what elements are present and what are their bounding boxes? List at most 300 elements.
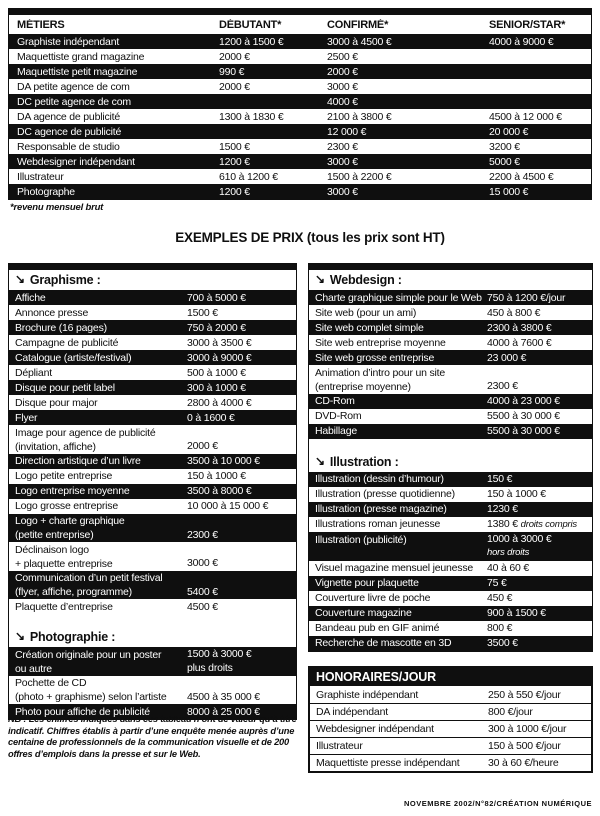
honoraires-price: 800 €/jour (488, 706, 533, 718)
item-price: 4500 € (187, 600, 218, 613)
price-row-value (187, 306, 292, 321)
column-header-confirme: CONFIRMÉ* (327, 18, 389, 31)
salary-table-row (9, 169, 591, 184)
item-label: Illustration (publicité) (315, 533, 407, 546)
item-price: 4500 à 35 000 € (187, 690, 260, 703)
item-label: Dépliant (15, 366, 52, 379)
senior-value: 4000 à 9000 € (489, 35, 554, 48)
price-row (9, 305, 296, 320)
item-price: 2800 à 4000 € (187, 396, 252, 409)
price-row-value (487, 636, 588, 651)
price-row-value (187, 366, 292, 381)
price-row-label (15, 410, 187, 425)
price-row-label (15, 365, 187, 380)
price-row (9, 335, 296, 350)
price-row-label (315, 502, 487, 517)
price-row-value (187, 499, 292, 514)
senior-value: 15 000 € (489, 185, 529, 198)
debutant-value: 1200 € (219, 185, 250, 198)
price-row-label (315, 532, 487, 547)
confirme-value: 3000 à 4500 € (327, 35, 392, 48)
price-row (9, 380, 296, 395)
page-footer: NOVEMBRE 2002/N°82/CRÉATION NUMÉRIQUE (403, 799, 592, 808)
item-price: 450 € (487, 592, 513, 604)
debutant-value: 990 € (219, 65, 245, 78)
item-price: 150 à 1000 € (487, 488, 546, 500)
price-row-label (15, 647, 187, 676)
salary-table-row (9, 109, 591, 124)
item-label: Affiche (15, 291, 46, 304)
item-label: Pochette de CD (15, 677, 87, 689)
price-row (309, 472, 592, 487)
honoraires-title: HONORAIRES/JOUR (310, 668, 591, 686)
confirme-value: 3000 € (327, 80, 358, 93)
senior-value: 4500 à 12 000 € (489, 110, 562, 123)
item-price: 500 à 1000 € (187, 366, 246, 379)
item-price-line2: hors droits (487, 547, 530, 558)
item-price: 750 à 1200 €/jour (487, 291, 566, 304)
item-label: Couverture magazine (315, 607, 412, 619)
price-row-label (15, 305, 187, 320)
section-header-photographie (9, 627, 296, 647)
item-label: Illustration (presse quotidienne) (315, 488, 455, 500)
item-price: 3000 à 9000 € (187, 351, 252, 364)
debutant-value: 1500 € (219, 140, 250, 153)
item-price: 3500 à 8000 € (187, 485, 252, 497)
price-row-value (487, 621, 588, 636)
price-panel-right (308, 263, 593, 652)
price-row-label (315, 335, 487, 350)
price-row (9, 454, 296, 469)
metier-label: Photographe (17, 185, 75, 198)
price-row-value (487, 424, 588, 439)
price-row (9, 365, 296, 380)
price-row-label (315, 424, 487, 439)
item-price: 300 à 1000 € (187, 381, 246, 394)
price-row (309, 636, 592, 651)
item-label: Vignette pour plaquette (315, 577, 419, 589)
item-label: Flyer (15, 411, 38, 424)
honoraires-label: Illustrateur (316, 740, 363, 752)
honoraires-price: 250 à 550 €/jour (488, 688, 561, 701)
column-header-debutant: DÉBUTANT* (219, 18, 282, 31)
price-row-label (15, 320, 187, 335)
item-price: 3000 € (187, 557, 218, 569)
price-row-label (315, 290, 487, 305)
price-row (9, 290, 296, 305)
item-label: Illustration (presse magazine) (315, 503, 447, 515)
item-price-note: droits compris (520, 518, 577, 530)
price-row-value (187, 396, 292, 411)
price-row-value (487, 517, 588, 533)
column-header-metiers: MÉTIERS (17, 18, 65, 31)
price-row-value (487, 606, 588, 621)
item-label: Photo pour affiche de publicité (15, 705, 150, 718)
item-label: Logo petite entreprise (15, 470, 113, 482)
metier-label: Responsable de studio (17, 140, 120, 153)
salary-table-row (9, 79, 591, 94)
honoraires-label: Maquettiste presse indépendant (316, 757, 460, 769)
price-row-label (315, 320, 487, 335)
item-label: Plaquette d’entreprise (15, 600, 113, 613)
price-row (9, 599, 296, 614)
item-label-line2: (petite entreprise) (15, 529, 94, 541)
price-row (309, 365, 592, 394)
debutant-value: 610 à 1200 € (219, 170, 278, 183)
item-label: Habillage (315, 425, 357, 437)
section-title: Photographie : (29, 630, 116, 644)
confirme-value: 3000 € (327, 155, 358, 168)
debutant-value: 2000 € (219, 80, 250, 93)
price-row (9, 469, 296, 484)
price-row-label (315, 350, 487, 365)
photographie-list (9, 647, 296, 719)
confirme-value: 1500 à 2200 € (327, 170, 392, 183)
item-label: Bandeau pub en GIF animé (315, 622, 440, 634)
graphisme-list (9, 290, 296, 614)
item-label: CD-Rom (315, 395, 355, 407)
item-label: Site web complet simple (315, 321, 424, 334)
confirme-value: 2500 € (327, 50, 358, 63)
item-price: 4000 à 23 000 € (487, 395, 560, 407)
salary-footnote: *revenu mensuel brut (10, 202, 104, 213)
item-label: Logo grosse entreprise (15, 500, 118, 512)
honoraires-body (310, 686, 591, 771)
price-row-value (187, 381, 292, 396)
item-label-line2: (flyer, affiche, programme) (15, 586, 132, 598)
price-row (9, 676, 296, 705)
price-row-value (487, 561, 588, 576)
item-label: Déclinaison logo (15, 543, 89, 556)
price-row-label (15, 599, 187, 614)
webdesign-list (309, 290, 592, 439)
price-row-value (487, 591, 588, 606)
item-price: 1000 à 3000 € (487, 533, 552, 545)
item-label: Disque pour major (15, 396, 98, 409)
item-price: 1380 € (487, 517, 518, 530)
price-row (309, 305, 592, 320)
item-price: 0 à 1600 € (187, 411, 235, 424)
honoraires-price: 30 à 60 €/heure (488, 757, 559, 769)
price-row-label (15, 676, 187, 705)
item-price: 1500 à 3000 € (187, 648, 252, 660)
honoraires-row (310, 703, 591, 720)
confirme-value: 2000 € (327, 65, 358, 78)
price-row (309, 576, 592, 591)
senior-value: 20 000 € (489, 125, 529, 138)
price-row-value (487, 532, 588, 561)
item-label: Communication d’un petit festival (15, 572, 163, 584)
item-label: Illustrations roman jeunesse (315, 518, 441, 530)
price-row-value (187, 336, 292, 351)
price-row-value (487, 502, 588, 517)
item-label: Création originale pour un poster (15, 648, 162, 661)
honoraires-label: DA indépendant (316, 706, 388, 718)
section-header-graphisme (9, 270, 296, 290)
price-row-value (187, 351, 292, 366)
item-price: 2300 € (487, 380, 518, 392)
honoraires-row (310, 686, 591, 703)
price-row (309, 487, 592, 502)
price-row-value (487, 306, 588, 321)
price-row-label (15, 571, 187, 600)
item-price: 150 € (487, 473, 513, 485)
item-price: 5500 à 30 000 € (487, 410, 560, 422)
item-label: Site web grosse entreprise (315, 351, 435, 364)
price-row-label (15, 484, 187, 499)
salary-table (8, 8, 592, 200)
item-label: Site web (pour un ami) (315, 306, 417, 319)
price-row-label (15, 350, 187, 365)
item-label: DVD-Rom (315, 410, 362, 422)
item-price: 2300 € (187, 528, 218, 541)
item-price: 23 000 € (487, 351, 527, 364)
price-row-value (487, 336, 588, 351)
section-gap (9, 614, 296, 627)
price-row-label (315, 409, 487, 424)
metier-label: Webdesigner indépendant (17, 155, 135, 168)
item-label-line2: (invitation, affiche) (15, 440, 96, 453)
item-label-line2: (entreprise moyenne) (315, 380, 411, 393)
price-row-label (315, 365, 487, 394)
section-header-illustration (309, 452, 592, 472)
item-label-line2: ou autre (15, 662, 52, 675)
item-price: 3500 € (487, 637, 518, 649)
price-row-value (187, 454, 292, 469)
item-price: 1500 € (187, 306, 218, 319)
honoraires-price: 300 à 1000 €/jour (488, 723, 567, 735)
price-row (9, 410, 296, 425)
salary-table-row (9, 49, 591, 64)
price-row-value (487, 472, 588, 487)
price-row (9, 350, 296, 365)
price-row (309, 350, 592, 365)
item-price: 40 à 60 € (487, 562, 529, 574)
section-arrow-icon: ↘ (315, 453, 325, 468)
item-label: Direction artistique d’un livre (15, 455, 141, 467)
price-row-label (315, 517, 487, 532)
item-label-line2: (photo + graphisme) selon l’artiste (15, 691, 167, 703)
item-label: Animation d’intro pour un site (315, 366, 445, 379)
price-row (309, 320, 592, 335)
section-header-webdesign (309, 270, 592, 290)
item-price: 2000 € (187, 440, 218, 452)
confirme-value: 2100 à 3800 € (327, 110, 392, 123)
confirme-value: 2300 € (327, 140, 358, 153)
price-row (309, 335, 592, 350)
salary-table-row (9, 64, 591, 79)
item-label: Visuel magazine mensuel jeunesse (315, 562, 474, 574)
price-row-value (187, 469, 292, 484)
price-row-label (15, 380, 187, 395)
item-label: Site web entreprise moyenne (315, 336, 446, 349)
item-label: Illustration (dessin d’humour) (315, 473, 444, 485)
honoraires-table (308, 666, 593, 773)
price-row-label (315, 472, 487, 487)
item-price: 450 à 800 € (487, 306, 541, 319)
item-label: Annonce presse (15, 306, 89, 319)
item-price: 8000 à 25 000 € (187, 705, 260, 718)
metier-label: DC agence de publicité (17, 125, 122, 138)
price-row-value (487, 379, 588, 394)
debutant-value: 1200 € (219, 155, 250, 168)
price-row-value (187, 585, 292, 600)
metier-label: Maquettiste petit magazine (17, 65, 138, 78)
price-row-value (187, 600, 292, 615)
price-row-label (15, 290, 187, 305)
price-row (9, 647, 296, 676)
price-row (9, 542, 296, 571)
price-row (309, 621, 592, 636)
senior-value: 2200 à 4500 € (489, 170, 554, 183)
section-title: Illustration : (329, 454, 399, 469)
honoraires-row (310, 720, 591, 737)
metier-label: Graphiste indépendant (17, 35, 120, 48)
item-price: 2300 à 3800 € (487, 321, 552, 334)
item-price: 75 € (487, 577, 507, 589)
section-title: Graphisme : (29, 273, 101, 287)
item-label: Campagne de publicité (15, 336, 119, 349)
item-label: Brochure (16 pages) (15, 321, 107, 334)
salary-table-row (9, 124, 591, 139)
senior-value: 3200 € (489, 140, 520, 153)
price-row (309, 561, 592, 576)
item-price: 4000 à 7600 € (487, 336, 552, 349)
item-label: Charte graphique simple pour le Web (315, 291, 482, 304)
price-row (9, 320, 296, 335)
price-row-label (315, 394, 487, 409)
debutant-value: 1300 à 1830 € (219, 110, 284, 123)
price-row-value (187, 411, 292, 426)
price-row-label (15, 454, 187, 469)
column-header-senior: SENIOR/STAR* (489, 18, 566, 31)
item-label: Recherche de mascotte en 3D (315, 637, 452, 649)
price-row-label (315, 591, 487, 606)
honoraires-label: Webdesigner indépendant (316, 723, 434, 735)
item-label: Logo + charte graphique (15, 515, 125, 527)
price-row-value (487, 487, 588, 502)
price-row-label (15, 542, 187, 571)
item-price-line2: plus droits (187, 662, 233, 674)
item-price: 10 000 à 15 000 € (187, 500, 269, 512)
section-arrow-icon: ↘ (15, 272, 25, 286)
price-row-label (315, 606, 487, 621)
price-row-value (187, 690, 292, 705)
price-row-label (315, 621, 487, 636)
price-row-value (187, 439, 292, 454)
price-row (309, 532, 592, 561)
price-row (309, 502, 592, 517)
price-row-value (487, 576, 588, 591)
price-row-label (315, 636, 487, 651)
item-price: 800 € (487, 622, 513, 634)
salary-table-row (9, 34, 591, 49)
debutant-value: 1200 à 1500 € (219, 35, 284, 48)
item-label: Catalogue (artiste/festival) (15, 351, 132, 364)
salary-table-header (9, 15, 591, 34)
confirme-value: 3000 € (327, 185, 358, 198)
price-row-value (187, 321, 292, 336)
item-price: 3000 à 3500 € (187, 336, 252, 349)
price-row-value (487, 291, 588, 306)
section-arrow-icon: ↘ (315, 272, 325, 286)
price-row (309, 409, 592, 424)
item-label: Logo entreprise moyenne (15, 485, 130, 497)
price-row-label (15, 499, 187, 514)
price-row-value (187, 647, 292, 676)
section-gap (309, 439, 592, 452)
senior-value: 5000 € (489, 155, 520, 168)
confirme-value: 4000 € (327, 95, 358, 108)
metier-label: DA petite agence de com (17, 80, 130, 93)
price-row-label (315, 487, 487, 502)
price-row (9, 425, 296, 454)
item-label-line2: + plaquette entreprise (15, 557, 113, 570)
item-price: 1230 € (487, 503, 518, 515)
price-row-value (487, 351, 588, 366)
salary-table-row (9, 184, 591, 199)
metier-label: Maquettiste grand magazine (17, 50, 145, 63)
price-row (9, 395, 296, 410)
item-label: Disque pour petit label (15, 381, 115, 394)
item-price: 750 à 2000 € (187, 321, 246, 334)
item-label: Couverture livre de poche (315, 592, 431, 604)
price-panel-left (8, 263, 297, 720)
salary-table-row (9, 139, 591, 154)
price-row-value (487, 409, 588, 424)
price-row (309, 424, 592, 439)
metier-label: Illustrateur (17, 170, 64, 183)
honoraires-label: Graphiste indépendant (316, 688, 419, 701)
illustration-list (309, 472, 592, 651)
price-row (9, 571, 296, 600)
item-price: 900 à 1500 € (487, 607, 546, 619)
price-row-value (487, 321, 588, 336)
price-row-label (15, 335, 187, 350)
item-price: 700 à 5000 € (187, 291, 246, 304)
item-label: Image pour agence de publicité (15, 426, 156, 439)
salary-table-row (9, 94, 591, 109)
price-row-value (187, 291, 292, 306)
price-row (309, 591, 592, 606)
price-row (309, 394, 592, 409)
price-row-label (15, 395, 187, 410)
price-row (309, 606, 592, 621)
item-price: 3500 à 10 000 € (187, 455, 260, 467)
price-row-value (487, 394, 588, 409)
price-row (9, 499, 296, 514)
honoraires-row (310, 737, 591, 754)
item-price: 150 à 1000 € (187, 470, 246, 482)
section-title: Webdesign : (329, 273, 402, 287)
price-row-label (15, 425, 187, 454)
price-row (9, 514, 296, 543)
examples-heading: EXEMPLES DE PRIX (tous les prix sont HT) (175, 230, 445, 245)
price-row (309, 517, 592, 533)
price-row-label (15, 514, 187, 543)
honoraires-price: 150 à 500 €/jour (488, 740, 561, 752)
debutant-value: 2000 € (219, 50, 250, 63)
honoraires-row (310, 754, 591, 771)
section-arrow-icon: ↘ (15, 629, 25, 643)
price-row-value (187, 528, 292, 543)
item-price: 5400 € (187, 585, 218, 598)
price-row-value (187, 484, 292, 499)
metier-label: DA agence de publicité (17, 110, 121, 123)
item-price: 5500 à 30 000 € (487, 425, 560, 437)
price-row-value (187, 556, 292, 571)
price-row-label (315, 576, 487, 591)
